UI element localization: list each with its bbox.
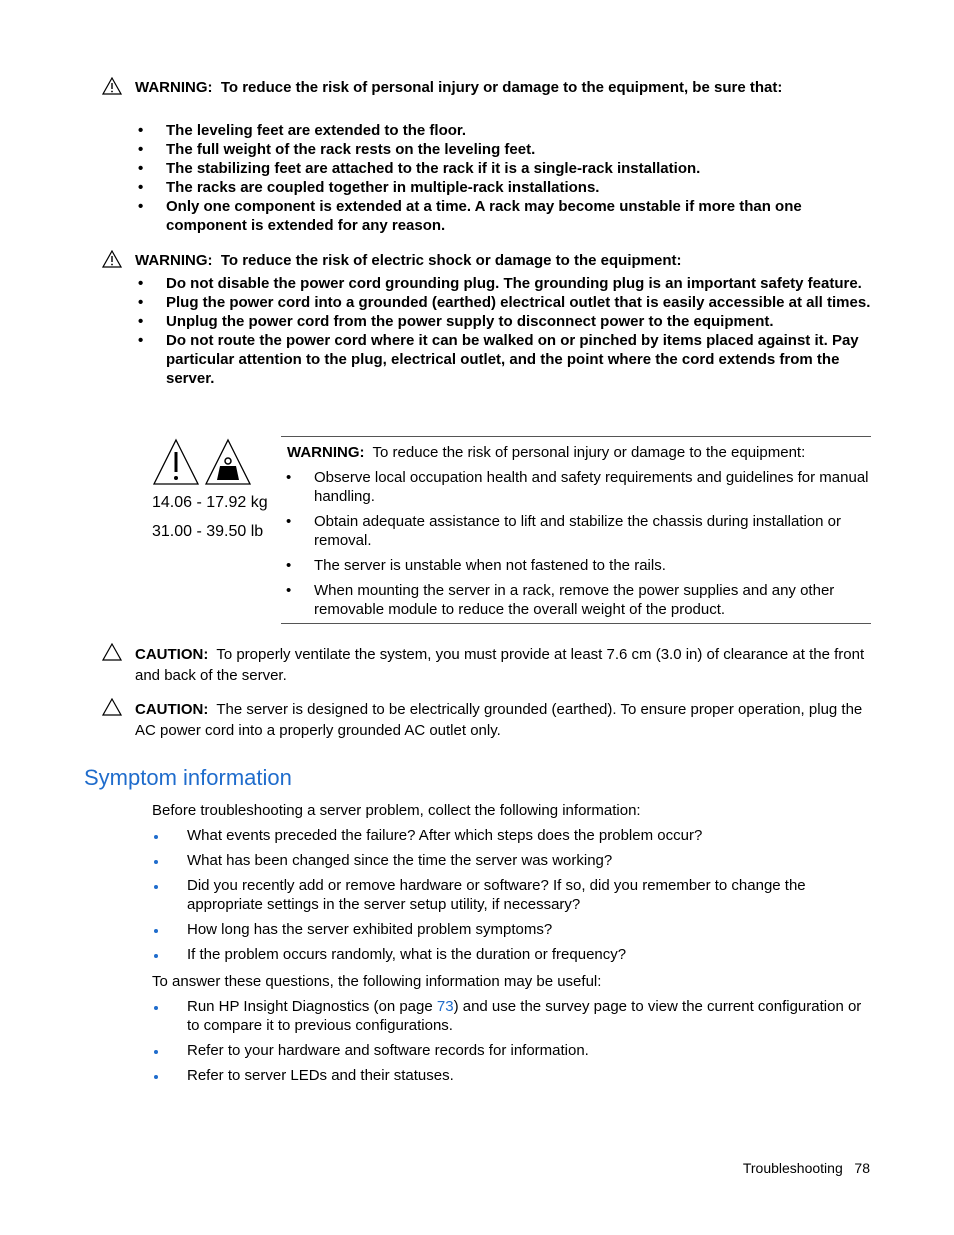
list-item: • Obtain adequate assistance to lift and stabilize the chassis during installation or removal. xyxy=(281,512,871,550)
list-item: • Unplug the power cord from the power supply to disconnect power to the equipment. xyxy=(138,312,873,331)
caution-2 xyxy=(135,699,865,741)
warning-2-list xyxy=(138,274,873,388)
weight-warning-text: To reduce the risk of personal injury or damage to the equipment: xyxy=(372,444,806,461)
useful-intro: To answer these questions, the following information may be useful: xyxy=(152,973,602,990)
intro-paragraph: Before troubleshooting a server problem, collect the following information: xyxy=(152,802,641,819)
weight-warning-box xyxy=(281,436,871,624)
heavy-object-warning-icon xyxy=(152,438,252,486)
weight-warning-label: WARNING: xyxy=(287,444,365,461)
list-item: • The server is unstable when not fastened to the rails. xyxy=(281,556,871,575)
weight-warning-list xyxy=(281,468,871,619)
list-item: • When mounting the server in a rack, remove the power supplies and any other removable module to reduce the overall weight of the product. xyxy=(281,581,871,619)
warning-triangle-icon xyxy=(102,77,122,95)
caution-1-label: CAUTION: xyxy=(135,646,209,663)
warning-1-list xyxy=(138,121,873,235)
page-link[interactable]: 73 xyxy=(436,998,454,1015)
list-item: • Do not disable the power cord grounding plug. The grounding plug is an important safety feature. xyxy=(138,274,873,293)
list-item: If the problem occurs randomly, what is the duration or frequency? xyxy=(152,945,872,964)
warning-2-text: To reduce the risk of electric shock or damage to the equipment: xyxy=(220,252,682,269)
caution-2-label: CAUTION: xyxy=(135,701,209,718)
weight-kg: 14.06 - 17.92 kg xyxy=(152,494,268,511)
list-item: • The leveling feet are extended to the floor. xyxy=(138,121,873,140)
caution-triangle-icon xyxy=(102,643,122,661)
useful-list xyxy=(152,997,872,1091)
warning-2 xyxy=(135,251,870,270)
section-heading: Symptom information xyxy=(84,765,292,790)
warning-1 xyxy=(135,78,870,97)
caution-1-text: To properly ventilate the system, you must provide at least 7.6 cm (3.0 in) of clearance at the front and back of the server. xyxy=(135,646,865,684)
list-item: Did you recently add or remove hardware or software? If so, did you remember to change the appropriate settings in the server setup utility, if necessary? xyxy=(152,876,872,914)
list-item: • Plug the power cord into a grounded (earthed) electrical outlet that is easily accessible at all times. xyxy=(138,293,873,312)
caution-triangle-icon xyxy=(102,698,122,716)
list-item: Run HP Insight Diagnostics (on page 73) and use the survey page to view the current configuration or to compare it to previous configurations. xyxy=(152,997,872,1035)
caution-1 xyxy=(135,644,865,686)
footer-section: Troubleshooting xyxy=(742,1160,843,1176)
list-item: • The stabilizing feet are attached to the rack if it is a single-rack installation. xyxy=(138,159,873,178)
list-item: • Observe local occupation health and safety requirements and guidelines for manual handling. xyxy=(281,468,871,506)
warning-1-label: WARNING: xyxy=(135,79,213,96)
page-footer xyxy=(743,1159,870,1177)
list-item: • The full weight of the rack rests on the leveling feet. xyxy=(138,140,873,159)
list-item: • The racks are coupled together in multiple-rack installations. xyxy=(138,178,873,197)
warning-2-label: WARNING: xyxy=(135,252,213,269)
list-item: Refer to your hardware and software records for information. xyxy=(152,1041,872,1060)
page-number: 78 xyxy=(854,1160,870,1176)
weight-lb: 31.00 - 39.50 lb xyxy=(152,523,264,540)
list-item: • Only one component is extended at a time. A rack may become unstable if more than one component is extended for any reason. xyxy=(138,197,873,235)
warning-1-text: To reduce the risk of personal injury or damage to the equipment, be sure that: xyxy=(220,79,783,96)
list-item: What events preceded the failure? After which steps does the problem occur? xyxy=(152,826,872,845)
symptom-list xyxy=(152,826,872,970)
list-item: What has been changed since the time the server was working? xyxy=(152,851,872,870)
caution-2-text: The server is designed to be electrically grounded (earthed). To ensure proper operation, plug the AC power cord into a properly grounded AC outlet only. xyxy=(135,701,863,739)
list-item: Refer to server LEDs and their statuses. xyxy=(152,1066,872,1085)
list-item: How long has the server exhibited problem symptoms? xyxy=(152,920,872,939)
warning-triangle-icon xyxy=(102,250,122,268)
list-item: • Do not route the power cord where it can be walked on or pinched by items placed against it. Pay particular attention to the plug, electrical outlet, and the point where the cord extends from the server. xyxy=(138,331,873,388)
